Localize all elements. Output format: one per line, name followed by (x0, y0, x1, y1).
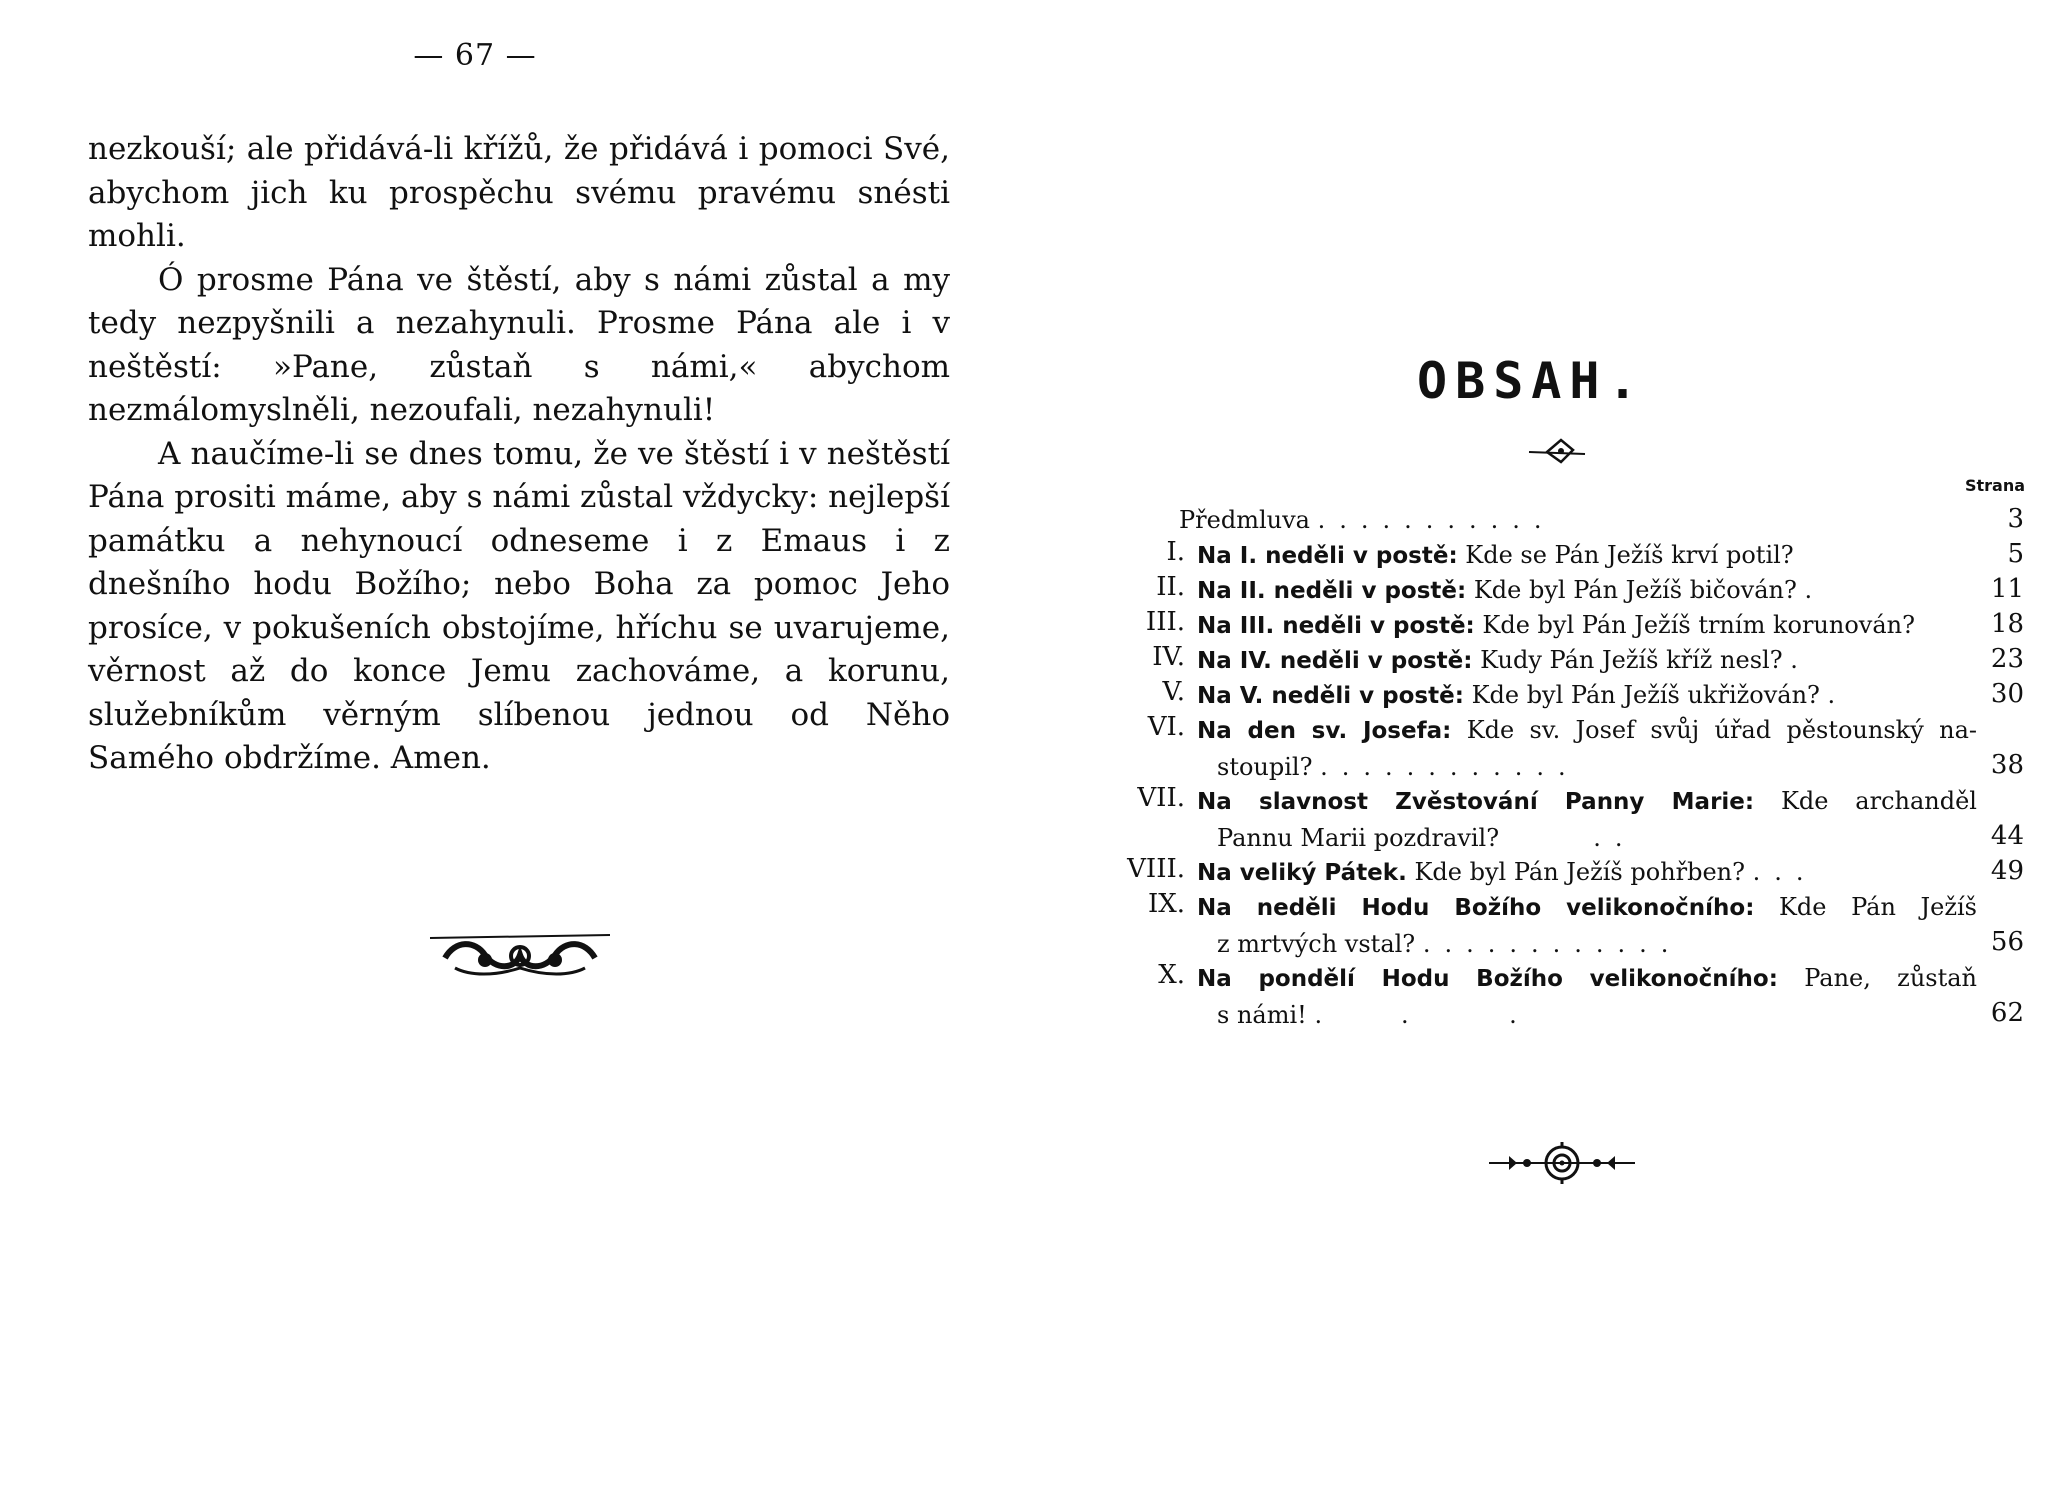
toc-entry-heading: Na V. neděli v postě: (1197, 683, 1464, 709)
toc-entry-continuation: Pannu Marii pozdravil? (1217, 824, 1500, 852)
toc-entry-text: Kde byl Pán Ježíš trním korunován? (1482, 611, 1915, 639)
toc-entry-page: 49 (1990, 856, 2024, 886)
toc-entry-number: VIII. (1127, 854, 1185, 884)
toc-entry-page: 18 (1990, 609, 2024, 639)
toc-entry-number: VI. (1147, 712, 1185, 742)
toc-entry-text: Kde byl Pán Ježíš bičován? (1473, 576, 1797, 604)
toc-entry-text: Kde byl Pán Ježíš ukřižován? (1471, 681, 1820, 709)
paragraph-2: Ó prosme Pána ve štěstí, aby s námi zůstal a my tedy nezpyšnili a nezahynuli. Prosme Pána ale i v neštěstí: »Pane, zůstaň s námi,« abychom nezmálomyslněli, nezoufali, nezahynuli! (88, 261, 950, 428)
sermon-text (88, 128, 950, 781)
toc-entry-heading: Na III. neděli v postě: (1197, 613, 1475, 639)
toc-entry-number: X. (1158, 960, 1185, 990)
toc-entry-heading: Na I. neděli v postě: (1197, 543, 1458, 569)
toc-column-header: Strana (1964, 476, 2025, 495)
toc-entry-number: II. (1156, 572, 1185, 602)
toc-entry-heading: Na neděli Hodu Božího velikonočního: (1197, 895, 1755, 921)
toc-entry-text: Pane, zůstaň (1804, 964, 1977, 992)
toc-entry-text: Kde sv. Josef svůj úřad pěstounský na- (1466, 716, 1977, 744)
toc-entry-number: IV. (1152, 642, 1185, 672)
right-page: OBSAH. Strana Předmluva ........... 3 I. Na I. neděli v postě: Kde se Pán Ježíš krví potil? 5 II. Na II. neděli v postě: Kde byl Pán Ježíš bičován? . 11 III. Na III. neděli v postě: Kde byl Pán Ježíš trním korunován? 18 IV. Na IV. neděli v postě: Kudy Pán Ježíš kříž nesl? . 23 V. Na V. neděli v postě: Kde byl Pán Ježíš ukřižován? . 30 VI. Na den sv. Josefa: Kde sv. Josef svůj úřad pěstounský na- stoupil? ............ 38 VII. Na slavnost Zvěstování Panny Marie: Kde archanděl Pannu Marii pozdravil? .. 44 VIII. Na veliký Pátek. Kde byl Pán Ježíš pohřben? ... 49 IX. Na neděli Hodu Božího velikonočního: Kde Pán Ježíš z mrtvých vstal? ............ 56 X. Na pondělí Hodu Božího velikonočního: Pane, zůstaň s námi! . . . 62 (1027, 0, 2054, 1500)
toc-entry-page: 62 (1990, 998, 2024, 1028)
toc-title: OBSAH. (1417, 352, 1646, 410)
toc-entry-text: Kde byl Pán Ježíš pohřben? (1414, 858, 1746, 886)
closing-ornament (1487, 1138, 1637, 1188)
toc-entry-number: I. (1166, 537, 1185, 567)
toc-entry-text: Kde Pán Ježíš (1779, 893, 1977, 921)
toc-entry-page: 5 (2007, 539, 2024, 569)
paragraph-1: nezkouší; ale přidává-li křížů, že přidává i pomoci Své, abychom jich ku prospěchu svému pravému snésti mohli. (88, 131, 950, 254)
toc-entry-page: 23 (1990, 644, 2024, 674)
toc-entry-page: 56 (1990, 927, 2024, 957)
toc-entry-heading: Na II. neděli v postě: (1197, 578, 1467, 604)
toc-entry-heading: Na IV. neděli v postě: (1197, 648, 1473, 674)
title-ornament (1527, 432, 1587, 466)
toc-entry-number: III. (1145, 607, 1185, 637)
toc-entry-text: Kde se Pán Ježíš krví potil? (1465, 541, 1794, 569)
toc-entry-heading: Na den sv. Josefa: (1197, 718, 1452, 744)
toc-entry-continuation: z mrtvých vstal? (1217, 930, 1416, 958)
toc-entry-page: 44 (1990, 821, 2024, 851)
toc-entry-heading: Na veliký Pátek. (1197, 860, 1407, 886)
toc-entry-page: 3 (2007, 504, 2024, 534)
toc-entry-number: VII. (1137, 783, 1185, 813)
page-number: — 67 — (413, 38, 537, 73)
paragraph-3: A naučíme-li se dnes tomu, že ve štěstí i v neštěstí Pána prositi máme, aby s námi zůstal vždycky: nejlepší památku a nehynoucí odneseme i z Emaus i z dnešního hodu Božího; nebo Boha za pomoc Jeho prosíce, v pokušeních obstojíme, hříchu se uvarujeme, věrnost až do konce Jemu zachováme, a korunu, služebníkům věrným slíbenou jednou od Něho Samého obdržíme. Amen. (88, 435, 950, 776)
toc-entry-text: Předmluva (1179, 506, 1310, 534)
toc-entry-continuation: s námi! (1217, 1001, 1307, 1029)
toc-entry-heading: Na pondělí Hodu Božího velikonočního: (1197, 966, 1778, 992)
toc-entry-continuation: stoupil? (1217, 753, 1313, 781)
toc-entry-number: IX. (1147, 889, 1185, 919)
toc-entry-number: V. (1162, 677, 1185, 707)
toc-entry-text: Kudy Pán Ježíš kříž nesl? (1480, 646, 1783, 674)
toc-entry-page: 38 (1990, 750, 2024, 780)
toc-entry-page: 11 (1990, 574, 2024, 604)
toc-entry-heading: Na slavnost Zvěstování Panny Marie: (1197, 789, 1755, 815)
end-ornament (425, 930, 615, 980)
toc-entry-page: 30 (1990, 679, 2024, 709)
toc-entry-text: Kde archanděl (1780, 787, 1977, 815)
